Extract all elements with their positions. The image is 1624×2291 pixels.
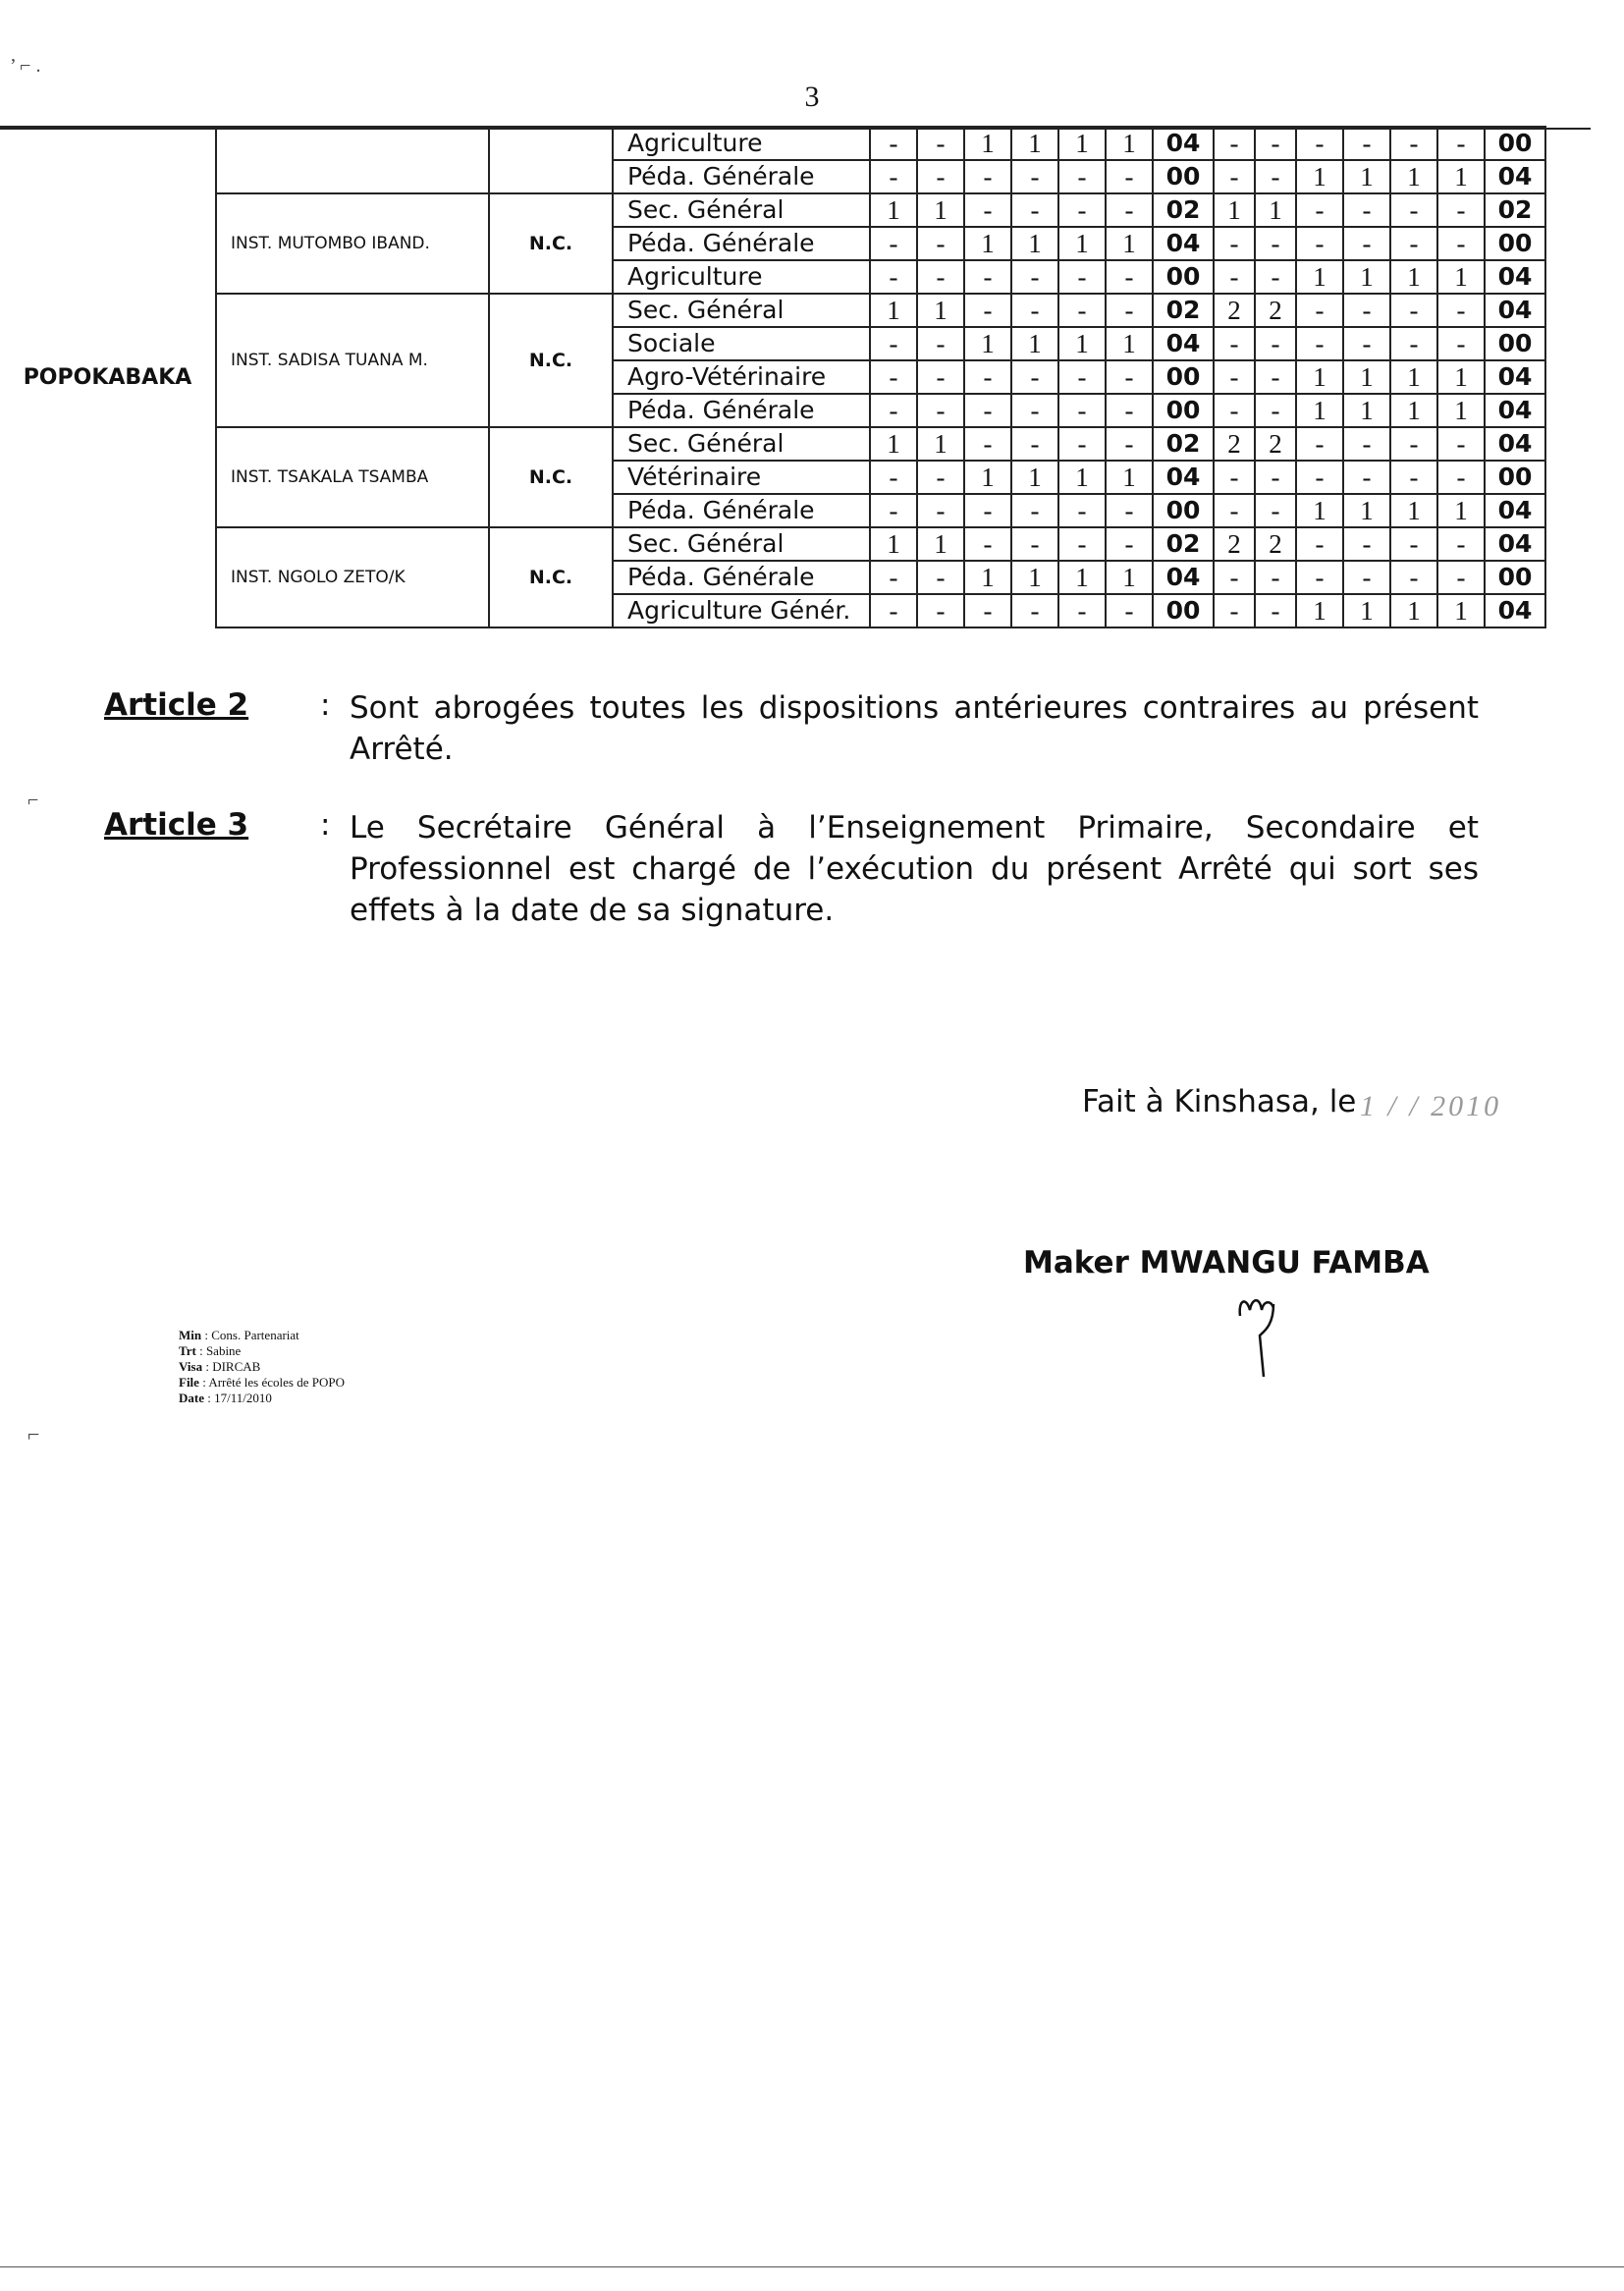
- count-cell: -: [1011, 527, 1058, 561]
- count-cell: -: [917, 394, 964, 427]
- count-cell: -: [964, 594, 1011, 627]
- count-cell: -: [1343, 294, 1390, 327]
- locality-cell: POPOKABAKA: [0, 127, 216, 627]
- total-cell: 00: [1485, 561, 1545, 594]
- count-cell: -: [1011, 260, 1058, 294]
- count-cell: -: [1296, 427, 1343, 461]
- count-cell: -: [1058, 394, 1106, 427]
- signature-mark: [1232, 1286, 1291, 1385]
- count-cell: 2: [1255, 527, 1296, 561]
- table-row: [0, 193, 1545, 227]
- count-cell: 1: [964, 561, 1011, 594]
- option-cell: Agro-Vétérinaire: [613, 360, 870, 394]
- reference-label: Visa: [179, 1359, 203, 1374]
- total-cell: 02: [1153, 427, 1214, 461]
- count-cell: 1: [1343, 360, 1390, 394]
- count-cell: -: [917, 227, 964, 260]
- option-cell: Sec. Général: [613, 527, 870, 561]
- count-cell: -: [1214, 127, 1255, 160]
- count-cell: -: [870, 260, 917, 294]
- count-cell: -: [1214, 360, 1255, 394]
- school-name-cell: INST. TSAKALA TSAMBA: [216, 427, 489, 527]
- count-cell: -: [1214, 227, 1255, 260]
- count-cell: 1: [1011, 561, 1058, 594]
- total-cell: 04: [1485, 160, 1545, 193]
- reference-line: [179, 1343, 345, 1359]
- article-3-text: Le Secrétaire Général à l’Enseignement Primaire, Secondaire et Professionnel est chargé de l’exécution du présent Arrêté qui sort ses effets à la date de sa signature.: [350, 810, 1479, 928]
- count-cell: 1: [870, 193, 917, 227]
- count-cell: -: [1058, 294, 1106, 327]
- count-cell: -: [1011, 427, 1058, 461]
- count-cell: -: [1343, 193, 1390, 227]
- school-name-cell: INST. NGOLO ZETO/K: [216, 527, 489, 627]
- count-cell: -: [1011, 193, 1058, 227]
- total-cell: 04: [1485, 394, 1545, 427]
- reference-separator: :: [204, 1391, 215, 1405]
- count-cell: -: [964, 294, 1011, 327]
- count-cell: -: [917, 160, 964, 193]
- total-cell: 00: [1485, 461, 1545, 494]
- count-cell: -: [1214, 461, 1255, 494]
- count-cell: -: [870, 327, 917, 360]
- total-cell: 02: [1485, 193, 1545, 227]
- count-cell: -: [1437, 527, 1485, 561]
- count-cell: -: [964, 360, 1011, 394]
- count-cell: -: [1255, 327, 1296, 360]
- count-cell: -: [870, 461, 917, 494]
- count-cell: -: [1437, 294, 1485, 327]
- count-cell: -: [1255, 127, 1296, 160]
- count-cell: -: [1214, 494, 1255, 527]
- count-cell: 1: [1011, 127, 1058, 160]
- count-cell: 1: [1437, 394, 1485, 427]
- reference-separator: :: [202, 1359, 213, 1374]
- count-cell: 1: [1058, 127, 1106, 160]
- option-cell: Sec. Général: [613, 294, 870, 327]
- reference-block: [179, 1328, 345, 1406]
- count-cell: -: [1390, 461, 1437, 494]
- count-cell: -: [1058, 494, 1106, 527]
- school-name-cell: INST. SADISA TUANA M.: [216, 294, 489, 427]
- count-cell: -: [1106, 527, 1153, 561]
- reference-line: [179, 1375, 345, 1391]
- count-cell: -: [1214, 327, 1255, 360]
- count-cell: 1: [1106, 561, 1153, 594]
- total-cell: 00: [1485, 227, 1545, 260]
- scan-mark-margin-2: ⌐: [27, 1422, 40, 1446]
- count-cell: 1: [1011, 227, 1058, 260]
- count-cell: 1: [917, 527, 964, 561]
- table-row: [0, 427, 1545, 461]
- count-cell: -: [870, 561, 917, 594]
- count-cell: 2: [1214, 294, 1255, 327]
- count-cell: -: [964, 394, 1011, 427]
- count-cell: -: [1296, 561, 1343, 594]
- count-cell: 1: [917, 427, 964, 461]
- count-cell: -: [917, 561, 964, 594]
- total-cell: 04: [1153, 227, 1214, 260]
- count-cell: 1: [1343, 160, 1390, 193]
- reference-value: Cons. Partenariat: [211, 1328, 299, 1342]
- total-cell: 04: [1485, 427, 1545, 461]
- count-cell: -: [870, 227, 917, 260]
- count-cell: -: [1011, 160, 1058, 193]
- count-cell: -: [1255, 360, 1296, 394]
- count-cell: 1: [1437, 494, 1485, 527]
- count-cell: 1: [917, 294, 964, 327]
- count-cell: -: [1437, 193, 1485, 227]
- count-cell: -: [1437, 561, 1485, 594]
- reference-separator: :: [201, 1328, 212, 1342]
- count-cell: 1: [1343, 594, 1390, 627]
- option-cell: Sec. Général: [613, 427, 870, 461]
- count-cell: -: [1296, 227, 1343, 260]
- count-cell: -: [917, 127, 964, 160]
- date-stamp: 1 / / 2010: [1360, 1090, 1502, 1122]
- option-cell: Agriculture: [613, 127, 870, 160]
- reference-value: DIRCAB: [212, 1359, 261, 1374]
- count-cell: -: [1390, 227, 1437, 260]
- option-cell: Péda. Générale: [613, 394, 870, 427]
- total-cell: 00: [1485, 127, 1545, 160]
- table-row: [0, 527, 1545, 561]
- count-cell: -: [1106, 394, 1153, 427]
- total-cell: 02: [1153, 193, 1214, 227]
- count-cell: 1: [1058, 227, 1106, 260]
- count-cell: -: [1437, 427, 1485, 461]
- count-cell: -: [1058, 594, 1106, 627]
- count-cell: -: [1343, 527, 1390, 561]
- page-number: 3: [804, 81, 820, 113]
- count-cell: -: [917, 327, 964, 360]
- count-cell: -: [1343, 427, 1390, 461]
- count-cell: 1: [964, 327, 1011, 360]
- option-cell: Agriculture: [613, 260, 870, 294]
- school-status-cell: N.C.: [489, 427, 613, 527]
- count-cell: 2: [1255, 427, 1296, 461]
- option-cell: Sec. Général: [613, 193, 870, 227]
- option-cell: Péda. Générale: [613, 227, 870, 260]
- article-3-label: Article 3: [104, 807, 249, 843]
- count-cell: -: [870, 360, 917, 394]
- count-cell: -: [870, 594, 917, 627]
- option-cell: Agriculture Génér.: [613, 594, 870, 627]
- count-cell: -: [1255, 260, 1296, 294]
- school-status-cell: N.C.: [489, 527, 613, 627]
- count-cell: 1: [1011, 327, 1058, 360]
- option-cell: Vétérinaire: [613, 461, 870, 494]
- school-name-cell: INST. MUTOMBO IBAND.: [216, 193, 489, 294]
- article-2-text: Sont abrogées toutes les dispositions antérieures contraires au présent Arrêté.: [350, 690, 1479, 767]
- count-cell: 1: [1011, 461, 1058, 494]
- count-cell: -: [1343, 461, 1390, 494]
- count-cell: -: [1390, 193, 1437, 227]
- count-cell: -: [1058, 427, 1106, 461]
- count-cell: -: [1390, 427, 1437, 461]
- count-cell: 1: [964, 461, 1011, 494]
- total-cell: 00: [1153, 494, 1214, 527]
- total-cell: 00: [1153, 594, 1214, 627]
- option-cell: Péda. Générale: [613, 561, 870, 594]
- scan-mark-margin-1: ⌐: [27, 790, 39, 811]
- total-cell: 04: [1153, 461, 1214, 494]
- count-cell: -: [1106, 594, 1153, 627]
- count-cell: 2: [1214, 427, 1255, 461]
- count-cell: 2: [1255, 294, 1296, 327]
- count-cell: 1: [1106, 327, 1153, 360]
- count-cell: -: [917, 461, 964, 494]
- count-cell: -: [1296, 193, 1343, 227]
- reference-line: [179, 1328, 345, 1343]
- count-cell: -: [1214, 394, 1255, 427]
- reference-line: [179, 1391, 345, 1406]
- count-cell: 1: [1296, 160, 1343, 193]
- bottom-rule: [0, 2266, 1624, 2267]
- count-cell: -: [1437, 461, 1485, 494]
- count-cell: -: [1296, 327, 1343, 360]
- count-cell: -: [1437, 327, 1485, 360]
- school-name-cell: [216, 127, 489, 193]
- table-row: [0, 127, 1545, 160]
- count-cell: -: [870, 127, 917, 160]
- count-cell: -: [1437, 127, 1485, 160]
- count-cell: -: [1058, 260, 1106, 294]
- reference-label: Trt: [179, 1343, 196, 1358]
- total-cell: 04: [1153, 561, 1214, 594]
- count-cell: -: [964, 527, 1011, 561]
- count-cell: 1: [964, 227, 1011, 260]
- count-cell: -: [1214, 160, 1255, 193]
- reference-line: [179, 1359, 345, 1375]
- count-cell: -: [1296, 527, 1343, 561]
- reference-separator: :: [195, 1343, 206, 1358]
- count-cell: -: [1255, 494, 1296, 527]
- count-cell: -: [1011, 360, 1058, 394]
- total-cell: 04: [1153, 127, 1214, 160]
- count-cell: -: [964, 160, 1011, 193]
- school-status-cell: N.C.: [489, 294, 613, 427]
- count-cell: -: [917, 494, 964, 527]
- count-cell: 1: [1390, 360, 1437, 394]
- count-cell: -: [1343, 227, 1390, 260]
- total-cell: 04: [1485, 594, 1545, 627]
- table-row: [0, 294, 1545, 327]
- reference-label: Min: [179, 1328, 202, 1342]
- place-date-line: Fait à Kinshasa, le: [1082, 1084, 1357, 1119]
- total-cell: 02: [1153, 294, 1214, 327]
- count-cell: -: [1437, 227, 1485, 260]
- count-cell: -: [1106, 494, 1153, 527]
- option-cell: Sociale: [613, 327, 870, 360]
- reference-value: Sabine: [205, 1343, 242, 1358]
- total-cell: 04: [1485, 260, 1545, 294]
- article-3-colon: :: [320, 807, 331, 843]
- count-cell: -: [1390, 294, 1437, 327]
- count-cell: -: [964, 260, 1011, 294]
- total-cell: 00: [1153, 160, 1214, 193]
- count-cell: 1: [1390, 394, 1437, 427]
- count-cell: -: [917, 594, 964, 627]
- count-cell: -: [1058, 527, 1106, 561]
- count-cell: 1: [1437, 260, 1485, 294]
- count-cell: -: [1214, 561, 1255, 594]
- count-cell: 1: [870, 294, 917, 327]
- count-cell: -: [1214, 594, 1255, 627]
- count-cell: -: [1011, 394, 1058, 427]
- count-cell: 1: [1343, 394, 1390, 427]
- count-cell: -: [1255, 594, 1296, 627]
- count-cell: -: [1106, 160, 1153, 193]
- count-cell: 1: [1296, 394, 1343, 427]
- total-cell: 00: [1153, 260, 1214, 294]
- total-cell: 04: [1485, 527, 1545, 561]
- count-cell: 1: [917, 193, 964, 227]
- count-cell: 1: [1296, 594, 1343, 627]
- count-cell: 1: [1106, 227, 1153, 260]
- count-cell: 1: [1106, 461, 1153, 494]
- count-cell: -: [1214, 260, 1255, 294]
- school-options-table: [0, 126, 1546, 628]
- count-cell: 2: [1214, 527, 1255, 561]
- count-cell: -: [964, 494, 1011, 527]
- count-cell: 1: [1343, 260, 1390, 294]
- count-cell: -: [1255, 160, 1296, 193]
- count-cell: 1: [964, 127, 1011, 160]
- count-cell: -: [964, 427, 1011, 461]
- count-cell: -: [917, 360, 964, 394]
- count-cell: -: [1058, 160, 1106, 193]
- signatory-name: Maker MWANGU FAMBA: [1023, 1245, 1430, 1281]
- count-cell: 1: [1437, 160, 1485, 193]
- count-cell: 1: [870, 527, 917, 561]
- count-cell: -: [1343, 327, 1390, 360]
- count-cell: 1: [1058, 461, 1106, 494]
- count-cell: 1: [1106, 127, 1153, 160]
- count-cell: 1: [1390, 494, 1437, 527]
- count-cell: 1: [1214, 193, 1255, 227]
- count-cell: 1: [1255, 193, 1296, 227]
- count-cell: 1: [1296, 260, 1343, 294]
- count-cell: -: [1058, 360, 1106, 394]
- count-cell: -: [1011, 294, 1058, 327]
- count-cell: -: [1011, 594, 1058, 627]
- option-cell: Péda. Générale: [613, 160, 870, 193]
- school-status-cell: N.C.: [489, 193, 613, 294]
- count-cell: 1: [1390, 594, 1437, 627]
- count-cell: -: [1011, 494, 1058, 527]
- total-cell: 04: [1485, 494, 1545, 527]
- total-cell: 00: [1485, 327, 1545, 360]
- article-2-label: Article 2: [104, 687, 249, 723]
- count-cell: -: [1106, 360, 1153, 394]
- count-cell: -: [870, 494, 917, 527]
- total-cell: 00: [1153, 394, 1214, 427]
- count-cell: 1: [1343, 494, 1390, 527]
- reference-label: File: [179, 1375, 199, 1390]
- total-cell: 00: [1153, 360, 1214, 394]
- count-cell: -: [1296, 127, 1343, 160]
- count-cell: -: [1106, 260, 1153, 294]
- count-cell: -: [1106, 427, 1153, 461]
- count-cell: -: [1255, 461, 1296, 494]
- school-status-cell: [489, 127, 613, 193]
- count-cell: 1: [1390, 260, 1437, 294]
- count-cell: -: [1390, 127, 1437, 160]
- count-cell: -: [1390, 561, 1437, 594]
- reference-value: Arrêté les écoles de POPO: [208, 1375, 345, 1390]
- count-cell: 1: [1390, 160, 1437, 193]
- count-cell: -: [1106, 193, 1153, 227]
- scan-mark-top: ’ ⌐ .: [10, 55, 41, 77]
- count-cell: 1: [1058, 561, 1106, 594]
- total-cell: 02: [1153, 527, 1214, 561]
- count-cell: -: [1106, 294, 1153, 327]
- count-cell: -: [1296, 461, 1343, 494]
- article-2-colon: :: [320, 687, 331, 723]
- count-cell: -: [1343, 127, 1390, 160]
- total-cell: 04: [1485, 294, 1545, 327]
- count-cell: -: [1255, 227, 1296, 260]
- reference-value: 17/11/2010: [214, 1391, 272, 1405]
- count-cell: -: [1296, 294, 1343, 327]
- count-cell: -: [964, 193, 1011, 227]
- count-cell: -: [1255, 561, 1296, 594]
- count-cell: 1: [870, 427, 917, 461]
- option-cell: Péda. Générale: [613, 494, 870, 527]
- count-cell: 1: [1058, 327, 1106, 360]
- count-cell: -: [917, 260, 964, 294]
- count-cell: -: [1390, 527, 1437, 561]
- total-cell: 04: [1485, 360, 1545, 394]
- reference-separator: :: [198, 1375, 209, 1390]
- count-cell: -: [1390, 327, 1437, 360]
- count-cell: -: [1058, 193, 1106, 227]
- total-cell: 04: [1153, 327, 1214, 360]
- count-cell: -: [870, 160, 917, 193]
- count-cell: -: [1343, 561, 1390, 594]
- count-cell: 1: [1296, 494, 1343, 527]
- count-cell: 1: [1296, 360, 1343, 394]
- count-cell: 1: [1437, 360, 1485, 394]
- count-cell: -: [1255, 394, 1296, 427]
- count-cell: -: [870, 394, 917, 427]
- reference-label: Date: [179, 1391, 204, 1405]
- count-cell: 1: [1437, 594, 1485, 627]
